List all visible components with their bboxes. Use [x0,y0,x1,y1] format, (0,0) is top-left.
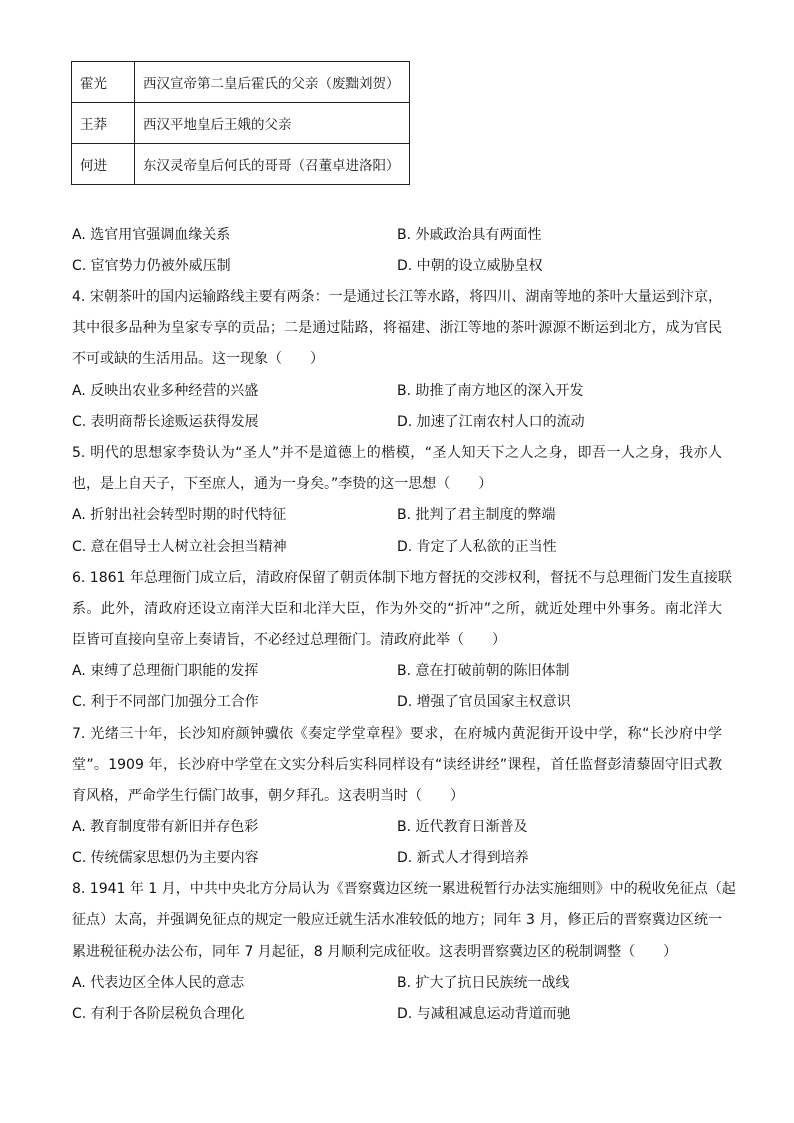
q6-stem-line: 6. 1861 年总理衙门成立后，清政府保留了朝贡体制下地方督抚的交涉权利，督抚不与总理衙门发生直接联 [72,570,732,586]
q5-option-a: A. 折射出社会转型时期的时代特征 [72,507,287,523]
q5-stem-line: 5. 明代的思想家李贽认为“圣人”并不是道德上的楷模，“圣人知天下之人之身，即吾一人之身，我亦人 [72,445,722,461]
q4-option-d: D. 加速了江南农村人口的流动 [397,414,585,430]
table-cell-name: 王莽 [72,103,135,144]
table-row [72,144,410,185]
table-cell-name: 霍光 [72,62,135,103]
q5-option-d: D. 肯定了人私欲的正当性 [397,539,557,555]
q6-option-c: C. 利于不同部门加强分工合作 [72,694,259,710]
q8-option-c: C. 有利于各阶层税负合理化 [72,1006,245,1022]
table-cell-desc: 西汉宣帝第二皇后霍氏的父亲（废黜刘贺） [135,62,410,103]
q6-stem-line: 系。此外，清政府还设立南洋大臣和北洋大臣，作为外交的“折冲”之所，就近处理中外事务。南北洋大 [72,601,722,617]
q6-option-b: B. 意在打破前朝的陈旧体制 [397,663,570,679]
q8-option-d: D. 与减租减息运动背道而驰 [397,1006,571,1022]
table-cell-desc: 东汉灵帝皇后何氏的哥哥（召董卓进洛阳） [135,144,410,185]
q8-stem-line: 征点）太高，并强调免征点的规定一般应迁就生活水准较低的地方；同年 3 月，修正后的晋察冀边区统一 [72,912,722,928]
q6-option-a: A. 束缚了总理衙门职能的发挥 [72,663,259,679]
q6-option-d: D. 增强了官员国家主权意识 [397,694,571,710]
q3-option-d: D. 中朝的设立威胁皇权 [397,258,543,274]
q6-stem-line: 臣皆可直接向皇帝上奏请旨，不必经过总理衙门。清政府此举（ ） [72,632,506,648]
q5-option-b: B. 批判了君主制度的弊端 [397,507,556,523]
q5-option-c: C. 意在倡导士人树立社会担当精神 [72,539,287,555]
q4-option-c: C. 表明商帮长途贩运获得发展 [72,414,259,430]
table-cell-name: 何进 [72,144,135,185]
q7-option-b: B. 近代教育日渐普及 [397,819,528,835]
q3-option-b: B. 外戚政治具有两面性 [397,227,542,243]
table-cell-desc: 西汉平地皇后王娥的父亲 [135,103,410,144]
q7-option-c: C. 传统儒家思想仍为主要内容 [72,850,259,866]
q8-option-b: B. 扩大了抗日民族统一战线 [397,975,570,991]
q5-stem-line: 也，是上自天子，下至庶人，通为一身矣。”李贽的这一思想（ ） [72,476,493,492]
table-row [72,103,410,144]
q3-option-c: C. 宦官势力仍被外威压制 [72,258,231,274]
q8-option-a: A. 代表边区全体人民的意志 [72,975,245,991]
q4-stem-line: 4. 宋朝茶叶的国内运输路线主要有两条：一是通过长江等水路，将四川、湖南等地的茶叶大量运到汴京， [72,289,722,305]
q7-stem-line: 堂”。1909 年，长沙府中学堂在文实分科后实科同样设有“读经讲经”课程，首任监督彭清藜固守旧式教 [72,757,722,773]
q7-stem-line: 7. 光绪三十年，长沙知府颜钟骥依《奏定学堂章程》要求，在府城内黄泥街开设中学，称“长沙府中学 [72,726,722,742]
q4-option-a: A. 反映出农业多种经营的兴盛 [72,383,259,399]
table-row [72,62,410,103]
q4-stem-line: 其中很多品种为皇家专享的贡品；二是通过陆路，将福建、浙江等地的茶叶源源不断运到北方，成为官民 [72,320,722,336]
q7-stem-line: 育风格，严命学生行儒门故事，朝夕拜孔。这表明当时（ ） [72,788,464,804]
q4-option-b: B. 助推了南方地区的深入开发 [397,383,584,399]
q8-stem-line: 8. 1941 年 1 月，中共中央北方分局认为《晋察冀边区统一累进税暂行办法实施细则》中的税收免征点（起 [72,881,736,897]
q7-option-a: A. 教育制度带有新旧并存色彩 [72,819,259,835]
q8-stem-line: 累进税征税办法公布，同年 7 月起征，8 月顺利完成征收。这表明晋察冀边区的税制调整（ ） [72,944,678,960]
q4-stem-line: 不可或缺的生活用品。这一现象（ ） [72,351,324,367]
q7-option-d: D. 新式人才得到培养 [397,850,529,866]
consorts-table [71,61,410,185]
q3-option-a: A. 选官用官强调血缘关系 [72,227,231,243]
